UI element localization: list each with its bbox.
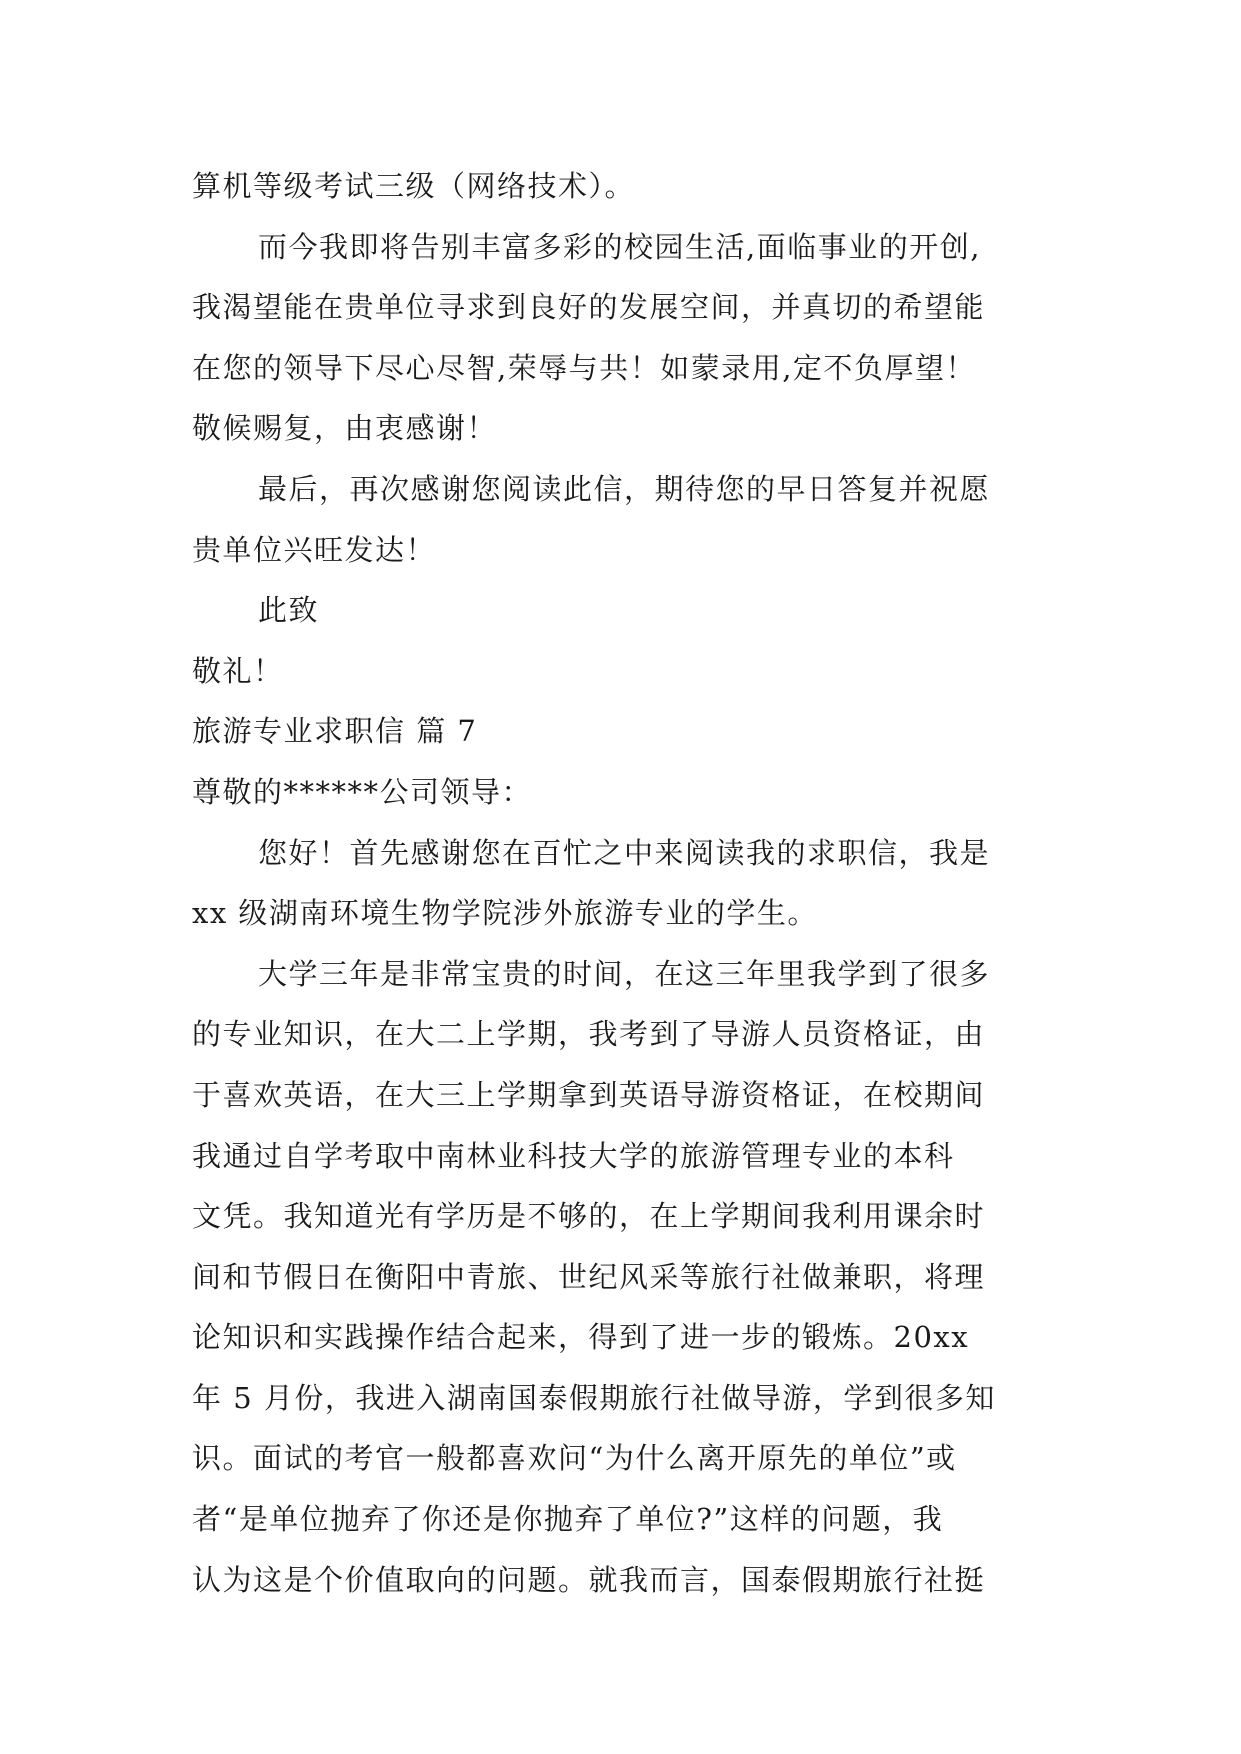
text-line: 算机等级考试三级（网络技术）。 — [192, 169, 636, 203]
text-line: 在您的领导下尽心尽智,荣辱与共！如蒙录用,定不负厚望！ — [192, 350, 976, 385]
text-line: 最后，再次感谢您阅读此信，期待您的早日答复并祝愿 — [258, 471, 991, 506]
text-line: 您好！首先感谢您在百忙之中来阅读我的求职信，我是 — [258, 835, 991, 870]
text-line: 的专业知识，在大二上学期，我考到了导游人员资格证，由 — [192, 1017, 986, 1052]
document-body — [192, 156, 1072, 1610]
text-line: xx 级湖南环境生物学院涉外旅游专业的学生。 — [192, 896, 818, 931]
text-line: 识。面试的考官一般都喜欢问“为什么离开原先的单位”或 — [192, 1441, 957, 1476]
text-line: 于喜欢英语，在大三上学期拿到英语导游资格证，在校期间 — [192, 1077, 986, 1112]
text-line: 我通过自学考取中南林业科技大学的旅游管理专业的本科 — [192, 1138, 955, 1173]
text-line: 敬礼！ — [192, 653, 284, 688]
text-line: 贵单位兴旺发达！ — [192, 532, 437, 567]
text-line: 此致 — [258, 593, 320, 628]
text-line: 年 5 月份，我进入湖南国泰假期旅行社做导游，学到很多知 — [192, 1380, 996, 1415]
text-line: 者“是单位抛弃了你还是你抛弃了单位?”这样的问题，我 — [192, 1502, 944, 1537]
text-line: 认为这是个价值取向的问题。就我而言，国泰假期旅行社挺 — [192, 1562, 986, 1597]
text-line: 我渴望能在贵单位寻求到良好的发展空间，并真切的希望能 — [192, 290, 986, 325]
text-line: 间和节假日在衡阳中青旅、世纪风采等旅行社做兼职，将理 — [192, 1259, 986, 1294]
text-line: 敬候赐复，由衷感谢！ — [192, 411, 498, 446]
text-line: 文凭。我知道光有学历是不够的，在上学期间我利用课余时 — [192, 1199, 986, 1234]
text-line: 论知识和实践操作结合起来，得到了进一步的锻炼。20xx — [192, 1320, 970, 1355]
text-line: 而今我即将告别丰富多彩的校园生活,面临事业的开创, — [258, 229, 981, 264]
text-line: 大学三年是非常宝贵的时间，在这三年里我学到了很多 — [258, 956, 991, 991]
text-line: 旅游专业求职信 篇 7 — [192, 714, 478, 749]
text-line: 尊敬的******公司领导： — [192, 774, 533, 809]
